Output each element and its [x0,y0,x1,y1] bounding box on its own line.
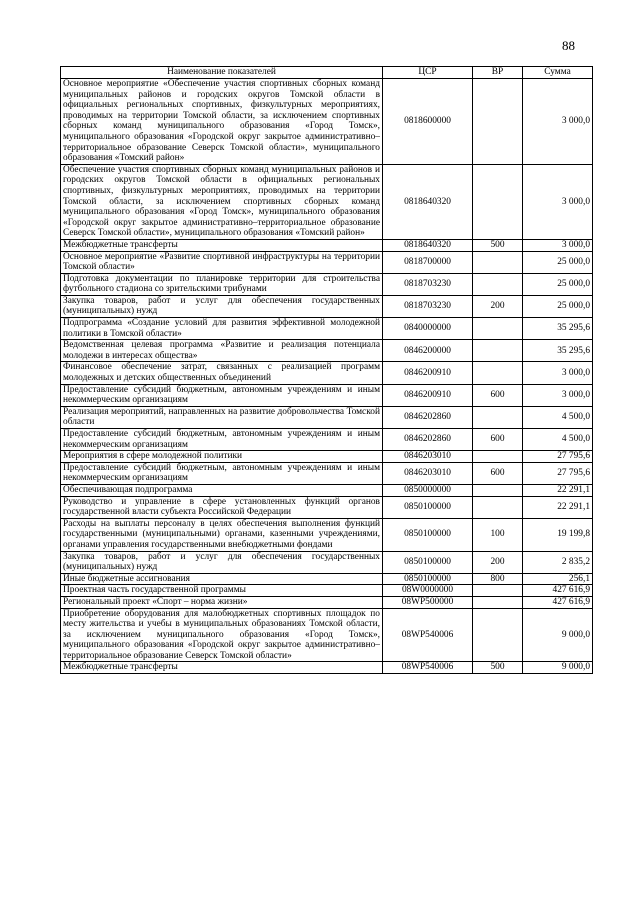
table-row [61,451,593,463]
table-row [61,573,593,585]
cell-vr [473,79,523,165]
cell-csr: 0840000000 [383,318,473,340]
table-row [61,484,593,496]
cell-name: Реализация мероприятий, направленных на развитие добровольчества Томской области [61,406,383,428]
cell-vr: 200 [473,551,523,573]
cell-name: Основное мероприятие «Развитие спортивной инфраструктуры на территории Томской области» [61,251,383,273]
table-row [61,496,593,518]
cell-sum: 9 000,0 [523,608,593,662]
table-row [61,251,593,273]
cell-sum: 22 291,1 [523,496,593,518]
cell-vr [473,608,523,662]
cell-sum: 35 295,6 [523,340,593,362]
table-row [61,406,593,428]
cell-vr [473,273,523,295]
cell-name: Мероприятия в сфере молодежной политики [61,451,383,463]
cell-csr: 0846200910 [383,362,473,384]
cell-csr: 08W0000000 [383,585,473,597]
cell-csr: 0846202860 [383,406,473,428]
table-row [61,518,593,551]
table-row [61,239,593,251]
header-name: Наименование показателей [61,67,383,79]
cell-vr: 800 [473,573,523,585]
cell-csr: 0818700000 [383,251,473,273]
cell-csr: 0818640320 [383,164,473,239]
cell-name: Закупка товаров, работ и услуг для обеспечения государственных (муниципальных) нужд [61,551,383,573]
cell-name: Обеспечение участия спортивных сборных команд муниципальных районов и городских округов Томской области в официальных региональных спортивных, физкультурных мероприятиях, проводимых на территории Томской области, за исключением спортивных сборных команд муниципального образования «Город Томск», муниципального образования «Городской округ закрытое административно–территориальное образование Северск Томской области», муниципального образования «Томский район» [61,164,383,239]
cell-name: Проектная часть государственной программы [61,585,383,597]
cell-name: Обеспечивающая подпрограмма [61,484,383,496]
cell-sum: 25 000,0 [523,251,593,273]
cell-csr: 08WP540006 [383,662,473,674]
cell-vr [473,340,523,362]
table-row [61,164,593,239]
cell-name: Закупка товаров, работ и услуг для обеспечения государственных (муниципальных) нужд [61,295,383,317]
cell-csr: 0846200910 [383,384,473,406]
table-row [61,362,593,384]
cell-vr [473,164,523,239]
cell-sum: 256,1 [523,573,593,585]
cell-csr: 0850100000 [383,496,473,518]
table-row [61,295,593,317]
cell-vr: 100 [473,518,523,551]
table-header-row [61,67,593,79]
cell-vr [473,596,523,608]
cell-csr: 0850100000 [383,551,473,573]
cell-name: Межбюджетные трансферты [61,662,383,674]
cell-csr: 0846200000 [383,340,473,362]
cell-name: Подпрограмма «Создание условий для развития эффективной молодежной политики в Томской области» [61,318,383,340]
cell-sum: 4 500,0 [523,429,593,451]
header-vr: ВР [473,67,523,79]
cell-vr [473,484,523,496]
cell-sum: 3 000,0 [523,79,593,165]
cell-name: Ведомственная целевая программа «Развитие и реализация потенциала молодежи в интересах общества» [61,340,383,362]
cell-name: Иные бюджетные ассигнования [61,573,383,585]
cell-name: Основное мероприятие «Обеспечение участия спортивных сборных команд муниципальных районов и городских округов Томской области в официальных региональных спортивных, физкультурных мероприятиях, проводимых на территории Томской области, за исключением спортивных сборных команд муниципального образования «Город Томск», муниципального образования «Городской округ закрытое административно–территориальное образование Северск Томской области», муниципального образования «Томский район» [61,79,383,165]
cell-sum: 4 500,0 [523,406,593,428]
cell-name: Финансовое обеспечение затрат, связанных с реализацией программ молодежных и детских общественных объединений [61,362,383,384]
cell-vr [473,318,523,340]
cell-vr: 600 [473,384,523,406]
cell-csr: 08WP500000 [383,596,473,608]
table-row [61,340,593,362]
cell-csr: 0846203010 [383,451,473,463]
cell-name: Предоставление субсидий бюджетным, автономным учреждениям и иным некоммерческим организациям [61,429,383,451]
table-row [61,462,593,484]
cell-csr: 0846203010 [383,462,473,484]
cell-csr: 0846202860 [383,429,473,451]
cell-vr: 200 [473,295,523,317]
cell-sum: 3 000,0 [523,384,593,406]
table-row [61,429,593,451]
cell-name: Предоставление субсидий бюджетным, автономным учреждениям и иным некоммерческим организациям [61,384,383,406]
cell-vr [473,496,523,518]
cell-csr: 0850000000 [383,484,473,496]
cell-sum: 3 000,0 [523,164,593,239]
cell-vr [473,451,523,463]
cell-vr: 600 [473,429,523,451]
cell-sum: 25 000,0 [523,295,593,317]
cell-vr [473,406,523,428]
cell-csr: 0818703230 [383,295,473,317]
cell-name: Расходы на выплаты персоналу в целях обеспечения выполнения функций государственными (муниципальными) органами, казенными учреждениями, органами управления государственными внебюджетными фондами [61,518,383,551]
cell-sum: 22 291,1 [523,484,593,496]
cell-sum: 427 616,9 [523,596,593,608]
cell-sum: 427 616,9 [523,585,593,597]
cell-sum: 2 835,2 [523,551,593,573]
table-row [61,318,593,340]
table-row [61,273,593,295]
cell-name: Региональный проект «Спорт – норма жизни» [61,596,383,608]
table-row [61,596,593,608]
cell-sum: 27 795,6 [523,451,593,463]
table-body [61,79,593,674]
cell-sum: 9 000,0 [523,662,593,674]
cell-sum: 3 000,0 [523,239,593,251]
budget-table [60,66,593,674]
cell-vr [473,251,523,273]
cell-csr: 0850100000 [383,573,473,585]
cell-name: Приобретение оборудования для малобюджетных спортивных площадок по месту жительства и учебы в муниципальных образованиях Томской области, за исключением муниципального образования «Город Томск», муниципального образования «Городской округ закрытое административно–территориальное образование Северск Томской области» [61,608,383,662]
cell-name: Межбюджетные трансферты [61,239,383,251]
cell-sum: 19 199,8 [523,518,593,551]
cell-vr [473,362,523,384]
header-csr: ЦСР [383,67,473,79]
page-number: 88 [562,38,575,53]
cell-vr: 600 [473,462,523,484]
table-row [61,662,593,674]
table-row [61,384,593,406]
cell-name: Предоставление субсидий бюджетным, автономным учреждениям и иным некоммерческим организациям [61,462,383,484]
cell-sum: 3 000,0 [523,362,593,384]
header-sum: Сумма [523,67,593,79]
cell-name: Подготовка документации по планировке территории для строительства футбольного стадиона со зрительскими трибунами [61,273,383,295]
cell-csr: 0818640320 [383,239,473,251]
cell-name: Руководство и управление в сфере установленных функций органов государственной власти субъекта Российской Федерации [61,496,383,518]
cell-csr: 0818703230 [383,273,473,295]
cell-vr [473,585,523,597]
cell-vr: 500 [473,239,523,251]
cell-csr: 08WP540006 [383,608,473,662]
cell-csr: 0850100000 [383,518,473,551]
table-row [61,551,593,573]
table-row [61,79,593,165]
cell-csr: 0818600000 [383,79,473,165]
table-row [61,585,593,597]
cell-sum: 35 295,6 [523,318,593,340]
table-row [61,608,593,662]
cell-sum: 27 795,6 [523,462,593,484]
cell-vr: 500 [473,662,523,674]
cell-sum: 25 000,0 [523,273,593,295]
